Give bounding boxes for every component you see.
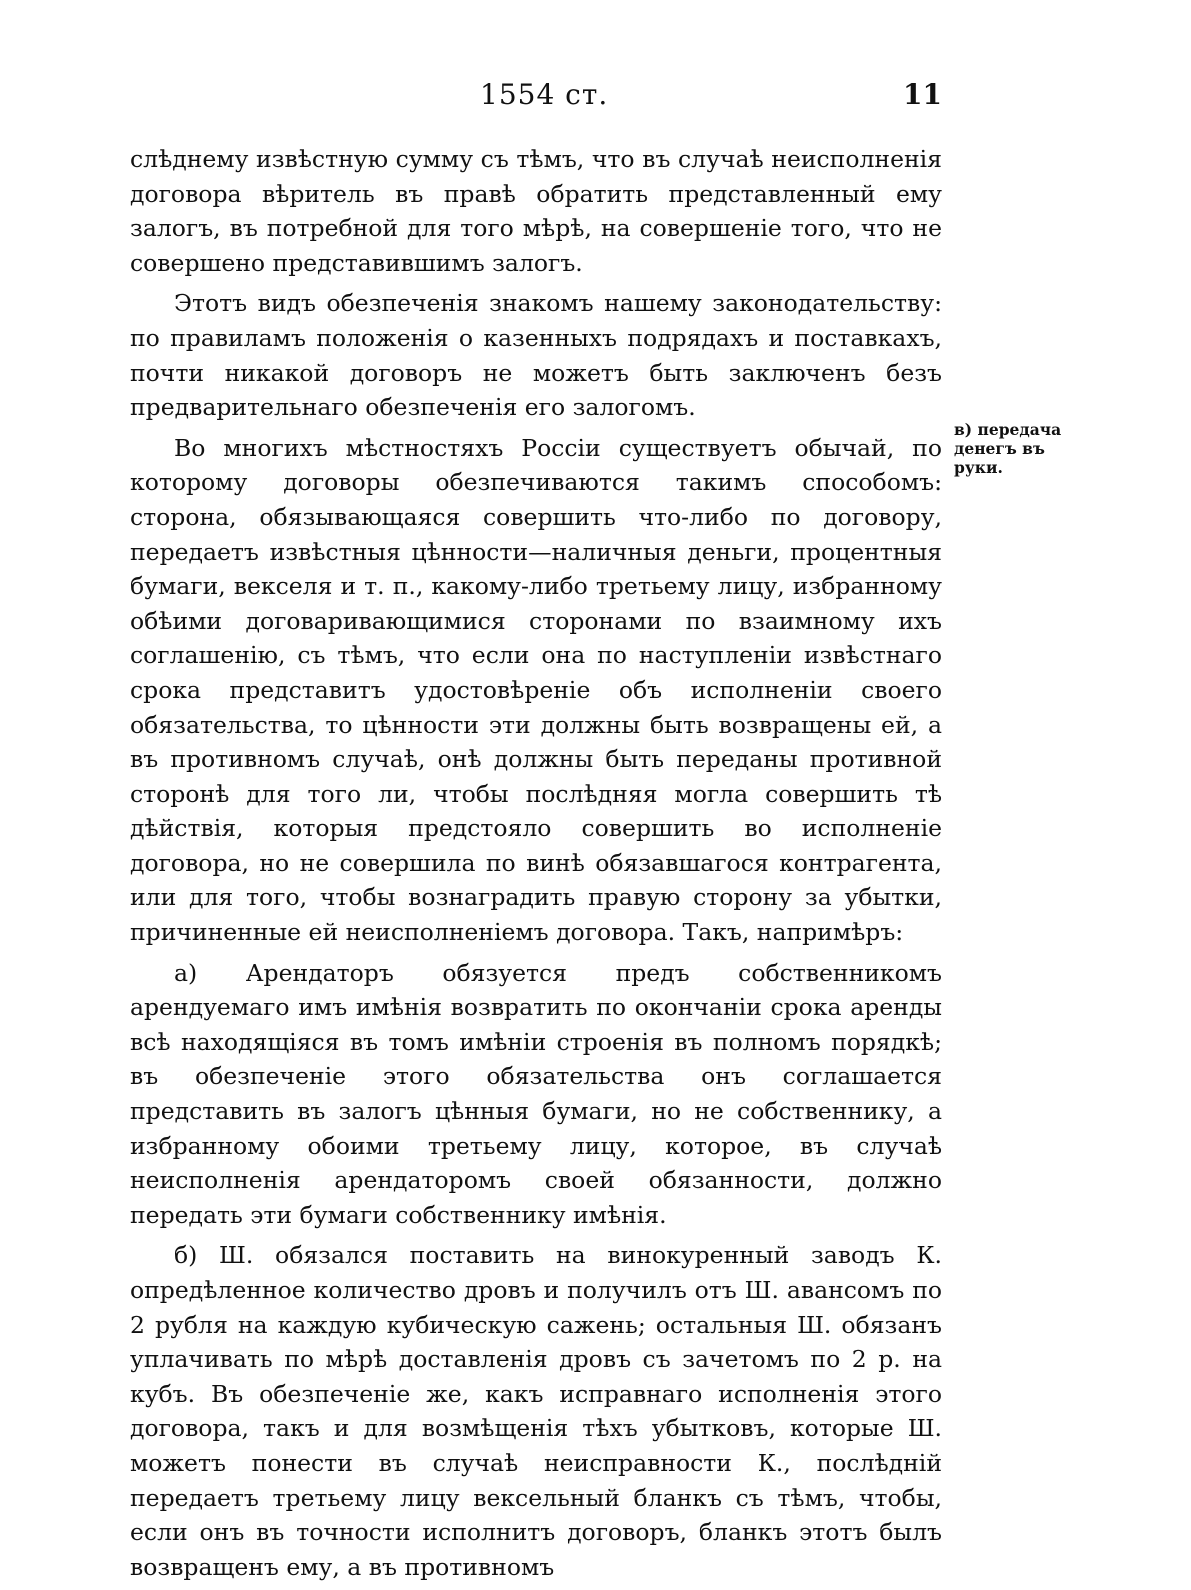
paragraph-example-a: а) Арендаторъ обязуется предъ собственникомъ арендуемаго имъ имѣнія возвратить по окончаніи срока аренды всѣ находящіяся въ томъ имѣніи строенія въ полномъ порядкѣ; въ обезпеченіе этого обязательства онъ соглашается представить въ залогъ цѣнныя бумаги, но не собственнику, а избранному обоими третьему лицу, которое, въ случаѣ неисполненія арендаторомъ своей обязанности, должно передать эти бумаги собственнику имѣнія. <box>130 958 942 1229</box>
page-number: 11 <box>903 78 942 111</box>
page-body <box>130 142 942 1590</box>
paragraph: Во многихъ мѣстностяхъ Россіи существуетъ обычай, по которому договоры обезпечиваются такимъ способомъ: сторона, обязывающаяся совершить что-либо по договору, передаетъ извѣстныя цѣнности—наличныя деньги, процентныя бумаги, векселя и т. п., какому-либо третьему лицу, избранному обѣими договаривающимися сторонами по взаимному ихъ соглашенію, съ тѣмъ, что если она по наступленіи извѣстнаго срока представитъ удостовѣреніе объ исполненіи своего обязательства, то цѣнности эти должны быть возвращены ей, а въ противномъ случаѣ, онѣ должны быть переданы противной сторонѣ для того ли, чтобы послѣдняя могла совершить тѣ дѣйствія, которыя предстояло совершить во исполненіе договора, но не совершила по винѣ обязавшагося контрагента, или для того, чтобы вознаградить правую сторону за убытки, причиненные ей неисполненіемъ договора. Такъ, напримѣръ: <box>130 433 942 947</box>
paragraph-continuation: слѣднему извѣстную сумму съ тѣмъ, что въ случаѣ неисполненія договора вѣритель въ правѣ обратить представленный ему залогъ, въ потребной для того мѣрѣ, на совершеніе того, что не совершено представившимъ залогъ. <box>130 145 942 277</box>
margin-note: в) передача денегъ въ руки. <box>954 420 1062 477</box>
page-header <box>130 78 942 118</box>
paragraph: Этотъ видъ обезпеченія знакомъ нашему законодательству: по правиламъ положенія о казенныхъ подрядахъ и поставкахъ, почти никакой договоръ не можетъ быть заключенъ безъ предварительнаго обезпеченія его залогомъ. <box>130 289 942 422</box>
section-number: 1554 ст. <box>480 78 609 111</box>
paragraph-example-b: б) Ш. обязался поставить на винокуренный заводъ К. опредѣленное количество дровъ и получилъ отъ Ш. авансомъ по 2 рубля на каждую кубическую сажень; остальныя Ш. обязанъ уплачивать по мѣрѣ доставленія дровъ съ зачетомъ по 2 р. на кубъ. Въ обезпеченіе же, какъ исправнаго исполненія этого договора, такъ и для возмѣщенія тѣхъ убытковъ, которые Ш. можетъ понести въ случаѣ неисправности К., послѣдній передаетъ третьему лицу вексельный бланкъ съ тѣмъ, чтобы, если онъ въ точности исполнитъ договоръ, бланкъ этотъ былъ возвращенъ ему, а въ противномъ <box>130 1241 942 1581</box>
